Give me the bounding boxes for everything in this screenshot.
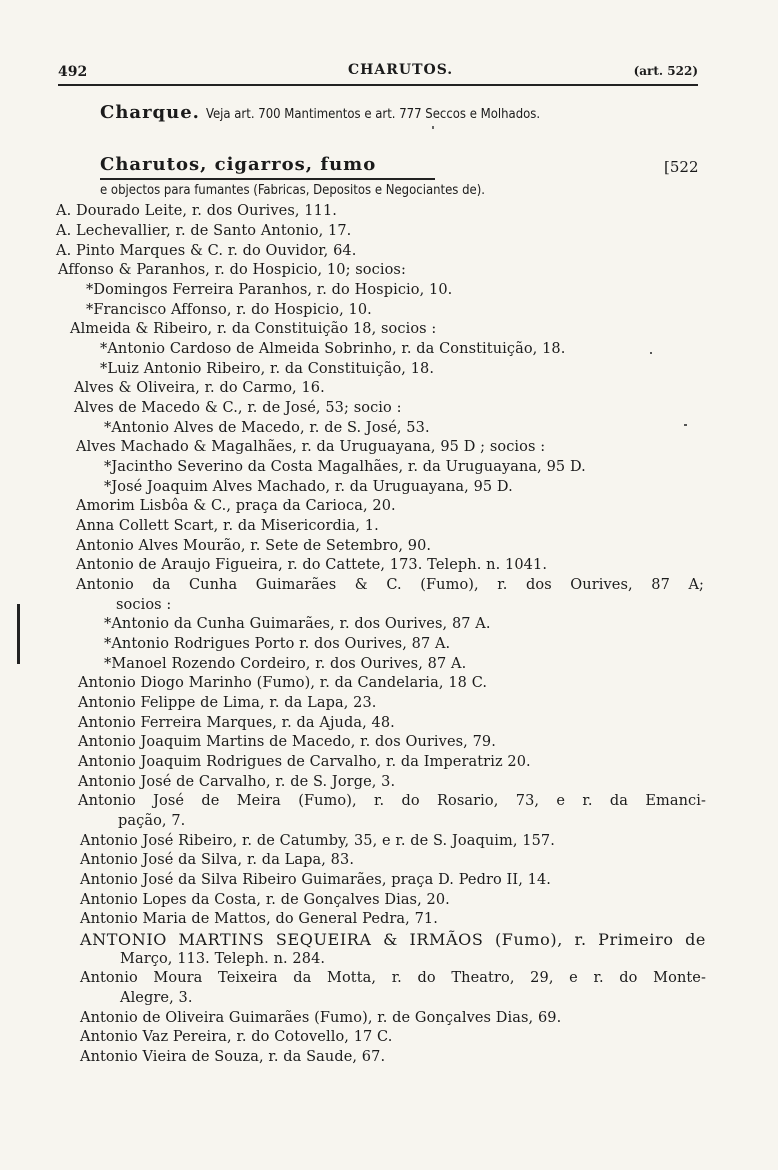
list-item: Antonio Ferreira Marques, r. da Ajuda, 48. <box>78 715 395 731</box>
list-item: *Francisco Affonso, r. do Hospicio, 10. <box>86 302 372 318</box>
list-item: Alves de Macedo & C., r. de José, 53; socio : <box>74 400 402 416</box>
charque-entry <box>100 104 540 124</box>
list-item: Antonio José de Meira (Fumo), r. do Rosario, 73, e r. da Emanci- <box>78 793 706 809</box>
section-description: e objectos para fumantes (Fabricas, Depositos e Negociantes de). <box>100 183 486 198</box>
list-item: *Luiz Antonio Ribeiro, r. da Constituição, 18. <box>100 361 435 377</box>
list-item: *Domingos Ferreira Paranhos, r. do Hospicio, 10. <box>86 282 453 298</box>
list-item: *Antonio Cardoso de Almeida Sobrinho, r. da Constituição, 18. <box>100 341 566 357</box>
margin-mark <box>17 604 20 664</box>
list-item: Março, 113. Teleph. n. 284. <box>120 951 326 967</box>
list-item: *Jacintho Severino da Costa Magalhães, r. da Uruguayana, 95 D. <box>104 459 586 475</box>
list-item: *Manoel Rozendo Cordeiro, r. dos Ourives, 87 A. <box>104 656 467 672</box>
list-item: Antonio José da Silva, r. da Lapa, 83. <box>80 852 355 868</box>
list-item: Antonio José da Silva Ribeiro Guimarães, praça D. Pedro II, 14. <box>80 872 551 888</box>
list-item: Alegre, 3. <box>120 990 193 1006</box>
section-title <box>100 156 376 174</box>
list-item: pação, 7. <box>118 813 186 829</box>
list-item: Almeida & Ribeiro, r. da Constituição 18, socios : <box>70 321 437 337</box>
list-item: Antonio Alves Mourão, r. Sete de Setembro, 90. <box>76 538 432 554</box>
list-item: A. Lechevallier, r. de Santo Antonio, 17. <box>56 223 352 239</box>
list-item: Antonio José de Carvalho, r. de S. Jorge, 3. <box>78 774 396 790</box>
list-item: Antonio Felippe de Lima, r. da Lapa, 23. <box>78 695 377 711</box>
list-item: A. Dourado Leite, r. dos Ourives, 111. <box>56 203 337 219</box>
list-item: Antonio da Cunha Guimarães & C. (Fumo), r. dos Ourives, 87 A; <box>76 577 704 593</box>
charque-text: Veja art. 700 Mantimentos e art. 777 Seccos e Molhados. <box>205 107 541 122</box>
list-item: Affonso & Paranhos, r. do Hospicio, 10; socios: <box>58 262 406 278</box>
list-item: Amorim Lisbôa & C., praça da Carioca, 20. <box>76 498 396 514</box>
list-item: Antonio José Ribeiro, r. de Catumby, 35, e r. de S. Joaquim, 157. <box>80 833 555 849</box>
list-item: ANTONIO MARTINS SEQUEIRA & IRMÃOS (Fumo), r. Primeiro de <box>80 930 706 949</box>
list-item: *Antonio da Cunha Guimarães, r. dos Ourives, 87 A. <box>104 616 491 632</box>
list-item: Antonio Joaquim Martins de Macedo, r. dos Ourives, 79. <box>78 734 496 750</box>
running-title: CHARUTOS. <box>348 62 454 78</box>
list-item: Antonio de Oliveira Guimarães (Fumo), r. de Gonçalves Dias, 69. <box>80 1010 562 1026</box>
list-item: *Antonio Alves de Macedo, r. de S. José, 53. <box>104 420 430 436</box>
list-item: Antonio Diogo Marinho (Fumo), r. da Candelaria, 18 C. <box>78 675 488 691</box>
speck <box>684 424 687 426</box>
list-item: Antonio Vieira de Souza, r. da Saude, 67. <box>80 1049 386 1065</box>
list-item: Antonio Vaz Pereira, r. do Cotovello, 17 C. <box>80 1029 393 1045</box>
list-item: Antonio Lopes da Costa, r. de Gonçalves Dias, 20. <box>80 892 450 908</box>
list-item: Antonio Moura Teixeira da Motta, r. do Theatro, 29, e r. do Monte- <box>80 970 706 986</box>
speck <box>650 352 652 354</box>
charque-title: Charque. <box>100 102 200 123</box>
list-item: Antonio Maria de Mattos, do General Pedra, 71. <box>80 911 438 927</box>
list-item: socios : <box>116 597 172 613</box>
list-item: Alves Machado & Magalhães, r. da Uruguayana, 95 D ; socios : <box>76 439 546 455</box>
page-number: 492 <box>58 64 88 80</box>
section-title-text: Charutos, cigarros, fumo <box>100 154 377 175</box>
article-reference: (art. 522) <box>633 64 698 78</box>
list-item: Anna Collett Scart, r. da Misericordia, 1. <box>76 518 379 534</box>
page-header <box>58 62 698 84</box>
header-rule <box>58 84 698 86</box>
list-item: *Antonio Rodrigues Porto r. dos Ourives, 87 A. <box>104 636 451 652</box>
speck <box>432 126 434 129</box>
list-item: A. Pinto Marques & C. r. do Ouvidor, 64. <box>56 243 357 259</box>
section-underline <box>100 178 435 180</box>
list-item: Antonio de Araujo Figueira, r. do Cattete, 173. Teleph. n. 1041. <box>76 557 548 573</box>
list-item: Alves & Oliveira, r. do Carmo, 16. <box>74 380 325 396</box>
list-item: Antonio Joaquim Rodrigues de Carvalho, r. da Imperatriz 20. <box>78 754 531 770</box>
list-item: *José Joaquim Alves Machado, r. da Uruguayana, 95 D. <box>104 479 513 495</box>
section-number: [522 <box>664 158 699 176</box>
